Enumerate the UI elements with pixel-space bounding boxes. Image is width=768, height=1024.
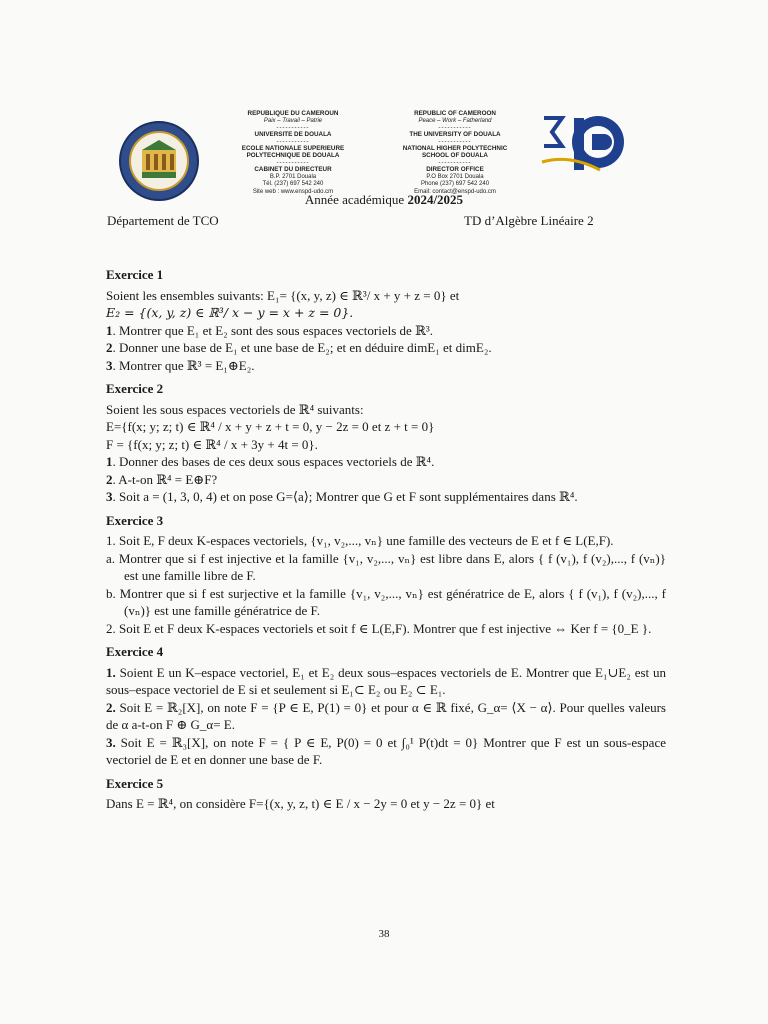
exercise-2-question-3 <box>106 488 666 506</box>
exercise-5-line: Dans E = ℝ⁴, on considère F={(x, y, z, t) ∈ E / x − 2y = 0 et y − 2z = 0} et <box>106 796 495 811</box>
exercise-3-item-a: a. Montrer que si f est injective et la famille {v₁, v₂,..., vₙ} est libre dans E, alors { f (v₁), f (v₂),..., f (vₙ)} est une famille libre de F. <box>106 550 666 583</box>
question-number: 2 <box>106 471 113 487</box>
exercise-2-question-1 <box>106 453 666 471</box>
exercise-2-title: Exercice 2 <box>106 381 164 396</box>
exercise-1-title: Exercice 1 <box>106 267 164 282</box>
header-right-sep1: ----------- <box>438 125 472 132</box>
header-right-sep3: ----------- <box>438 159 472 166</box>
question-number: 1 <box>106 322 113 338</box>
question-text: . A-t-on ℝ⁴ = E⊕F? <box>112 471 218 487</box>
academic-year-label: Année académique <box>304 192 405 207</box>
question-text: . Donner une base de E₁ et une base de E₂; et en déduire dimE₁ et dimE₂. <box>112 340 492 355</box>
header-right-line3: THE UNIVERSITY OF DOUALA <box>409 131 501 139</box>
exercise-sheet <box>106 260 666 813</box>
header-right-line1: REPUBLIC OF CAMEROON <box>414 110 496 117</box>
question-number: 1. <box>106 664 116 680</box>
department-label: Département de TCO <box>107 213 219 228</box>
question-number: 1 <box>106 454 113 469</box>
exercise-2-line: F = {f(x; y; z; t) ∈ ℝ⁴ / x + 3y + 4t = 0}. <box>106 436 318 452</box>
question-text: Soient E un K–espace vectoriel, E₁ et E₂ deux sous–espaces vectoriels de E. Montrer que E₁∪E₂ est un sous–espace vectoriel de E si et seulement si E₁⊂ E₂ ou E₂ ⊂ E₁. <box>106 664 666 697</box>
exercise-3-item-b: b. Montrer que si f est surjective et la famille {v₁, v₂,..., vₙ} est génératrice de E, alors { f (v₁), f (v₂),..., f (vₙ)} est une famille génératrice de F. <box>106 585 666 618</box>
header-right-line7: P.O Box 2701 Douala <box>426 173 484 180</box>
university-seal-logo <box>118 120 200 202</box>
exercise-4-question-3 <box>106 734 666 769</box>
exercise-3-line: 2. Soit E et F deux K-espaces vectoriels et soit f ∈ L(E,F). Montrer que f est injective ⇔ Ker f = {0_E }. <box>106 620 652 636</box>
header-left-line6: CABINET DU DIRECTEUR <box>254 165 332 173</box>
header-left-line1: REPUBLIQUE DU CAMEROUN <box>247 110 339 117</box>
academic-year <box>0 192 768 208</box>
question-text: . Soit a = (1, 3, 0, 4) et on pose G=⟨a⟩; Montrer que G et F sont supplémentaires dans ℝ⁴. <box>112 489 578 504</box>
exercise-2-line: E={f(x; y; z; t) ∈ ℝ⁴ / x + y + z + t = 0, y − 2z = 0 et z + t = 0} <box>106 419 435 434</box>
header-right-line8: Phone (237) 697 542 240 <box>420 181 490 188</box>
header-left-line5: POLYTECHNIQUE DE DOUALA <box>246 152 340 160</box>
exercise-4-title: Exercice 4 <box>106 644 164 659</box>
exercise-2-line: Soient les sous espaces vectoriels de ℝ⁴ suivants: <box>106 401 364 417</box>
header-right-sep2: ----------- <box>438 138 472 145</box>
header-right-line6: DIRECTOR OFFICE <box>426 165 484 173</box>
header-left-line3: UNIVERSITE DE DOUALA <box>254 131 332 139</box>
header-left-line2: Paix – Travail – Patrie <box>263 117 323 124</box>
enspd-logo <box>540 112 628 174</box>
header-left-sep3: ----------- <box>276 159 310 166</box>
question-text: . Montrer que E₁ et E₂ sont des sous espaces vectoriels de ℝ³. <box>112 322 434 338</box>
question-number: 2 <box>106 340 113 355</box>
header-left-sep2: ----------- <box>276 138 310 145</box>
header-left-line9: Site web : www.enspd-udo.cm <box>252 188 334 195</box>
question-number: 3 <box>106 357 113 373</box>
exercise-3-title: Exercice 3 <box>106 512 164 528</box>
exercise-3-line: 1. Soit E, F deux K-espaces vectoriels, {v₁, v₂,..., vₙ} une famille des vecteurs de E et f ∈ L(E,F). <box>106 533 614 548</box>
header-right-block <box>380 110 530 196</box>
academic-year-value: 2024/2025 <box>407 192 464 207</box>
question-text: . Montrer que ℝ³ = E₁⊕E₂. <box>112 357 255 373</box>
header-left-line4: ECOLE NATIONALE SUPERIEURE <box>241 144 345 152</box>
td-title: TD d’Algèbre Linéaire 2 <box>464 213 594 228</box>
exercise-2-question-2 <box>106 471 666 489</box>
page-number: 38 <box>378 928 390 940</box>
header-right-line4: NATIONAL HIGHER POLYTECHNIC <box>402 144 508 152</box>
header-left-block <box>218 110 368 196</box>
header-left-sep1: ----------- <box>276 125 310 132</box>
header-left-line8: Tél. (237) 697 542 240 <box>262 181 324 188</box>
header-right-line5: SCHOOL OF DOUALA <box>421 152 488 160</box>
question-text: Soit E = ℝ₃[X], on note F = { P ∈ E, P(0) = 0 et ∫₀¹ P(t)dt = 0} Montrer que F est un sous-espace vectoriel de E et en donner une base de F. <box>106 734 666 767</box>
question-number: 2. <box>106 699 116 715</box>
exercise-4-question-1 <box>106 664 666 699</box>
exercise-1-question-1 <box>106 322 666 340</box>
header-right-line2: Peace – Work – Fatherland <box>418 117 492 124</box>
exercise-1-question-3 <box>106 357 666 375</box>
exercise-4-question-2 <box>106 699 666 734</box>
exercise-1-line: E₂ = {(x, y, z) ∈ ℝ³/ x − y = x + z = 0}. <box>106 305 354 320</box>
header-left-line7: B.P. 2701 Douala <box>269 173 317 180</box>
question-text: . Donner des bases de ces deux sous espaces vectoriels de ℝ⁴. <box>112 454 435 469</box>
question-number: 3. <box>106 734 116 750</box>
question-number: 3 <box>106 489 113 504</box>
header-right-line9: Email: contact@enspd-udo.cm <box>414 188 496 195</box>
exercise-1-question-2 <box>106 339 666 357</box>
exercise-1-line: Soient les ensembles suivants: E₁= {(x, y, z) ∈ ℝ³/ x + y + z = 0} et <box>106 287 460 303</box>
question-text: Soit E = ℝ₂[X], on note F = {P ∈ E, P(1) = 0} et pour α ∈ ℝ fixé, G_α= ⟨X − α⟩. Pour quelles valeurs de α a-t-on F ⊕ G_α= E. <box>106 699 666 732</box>
exercise-5-title: Exercice 5 <box>106 775 164 791</box>
